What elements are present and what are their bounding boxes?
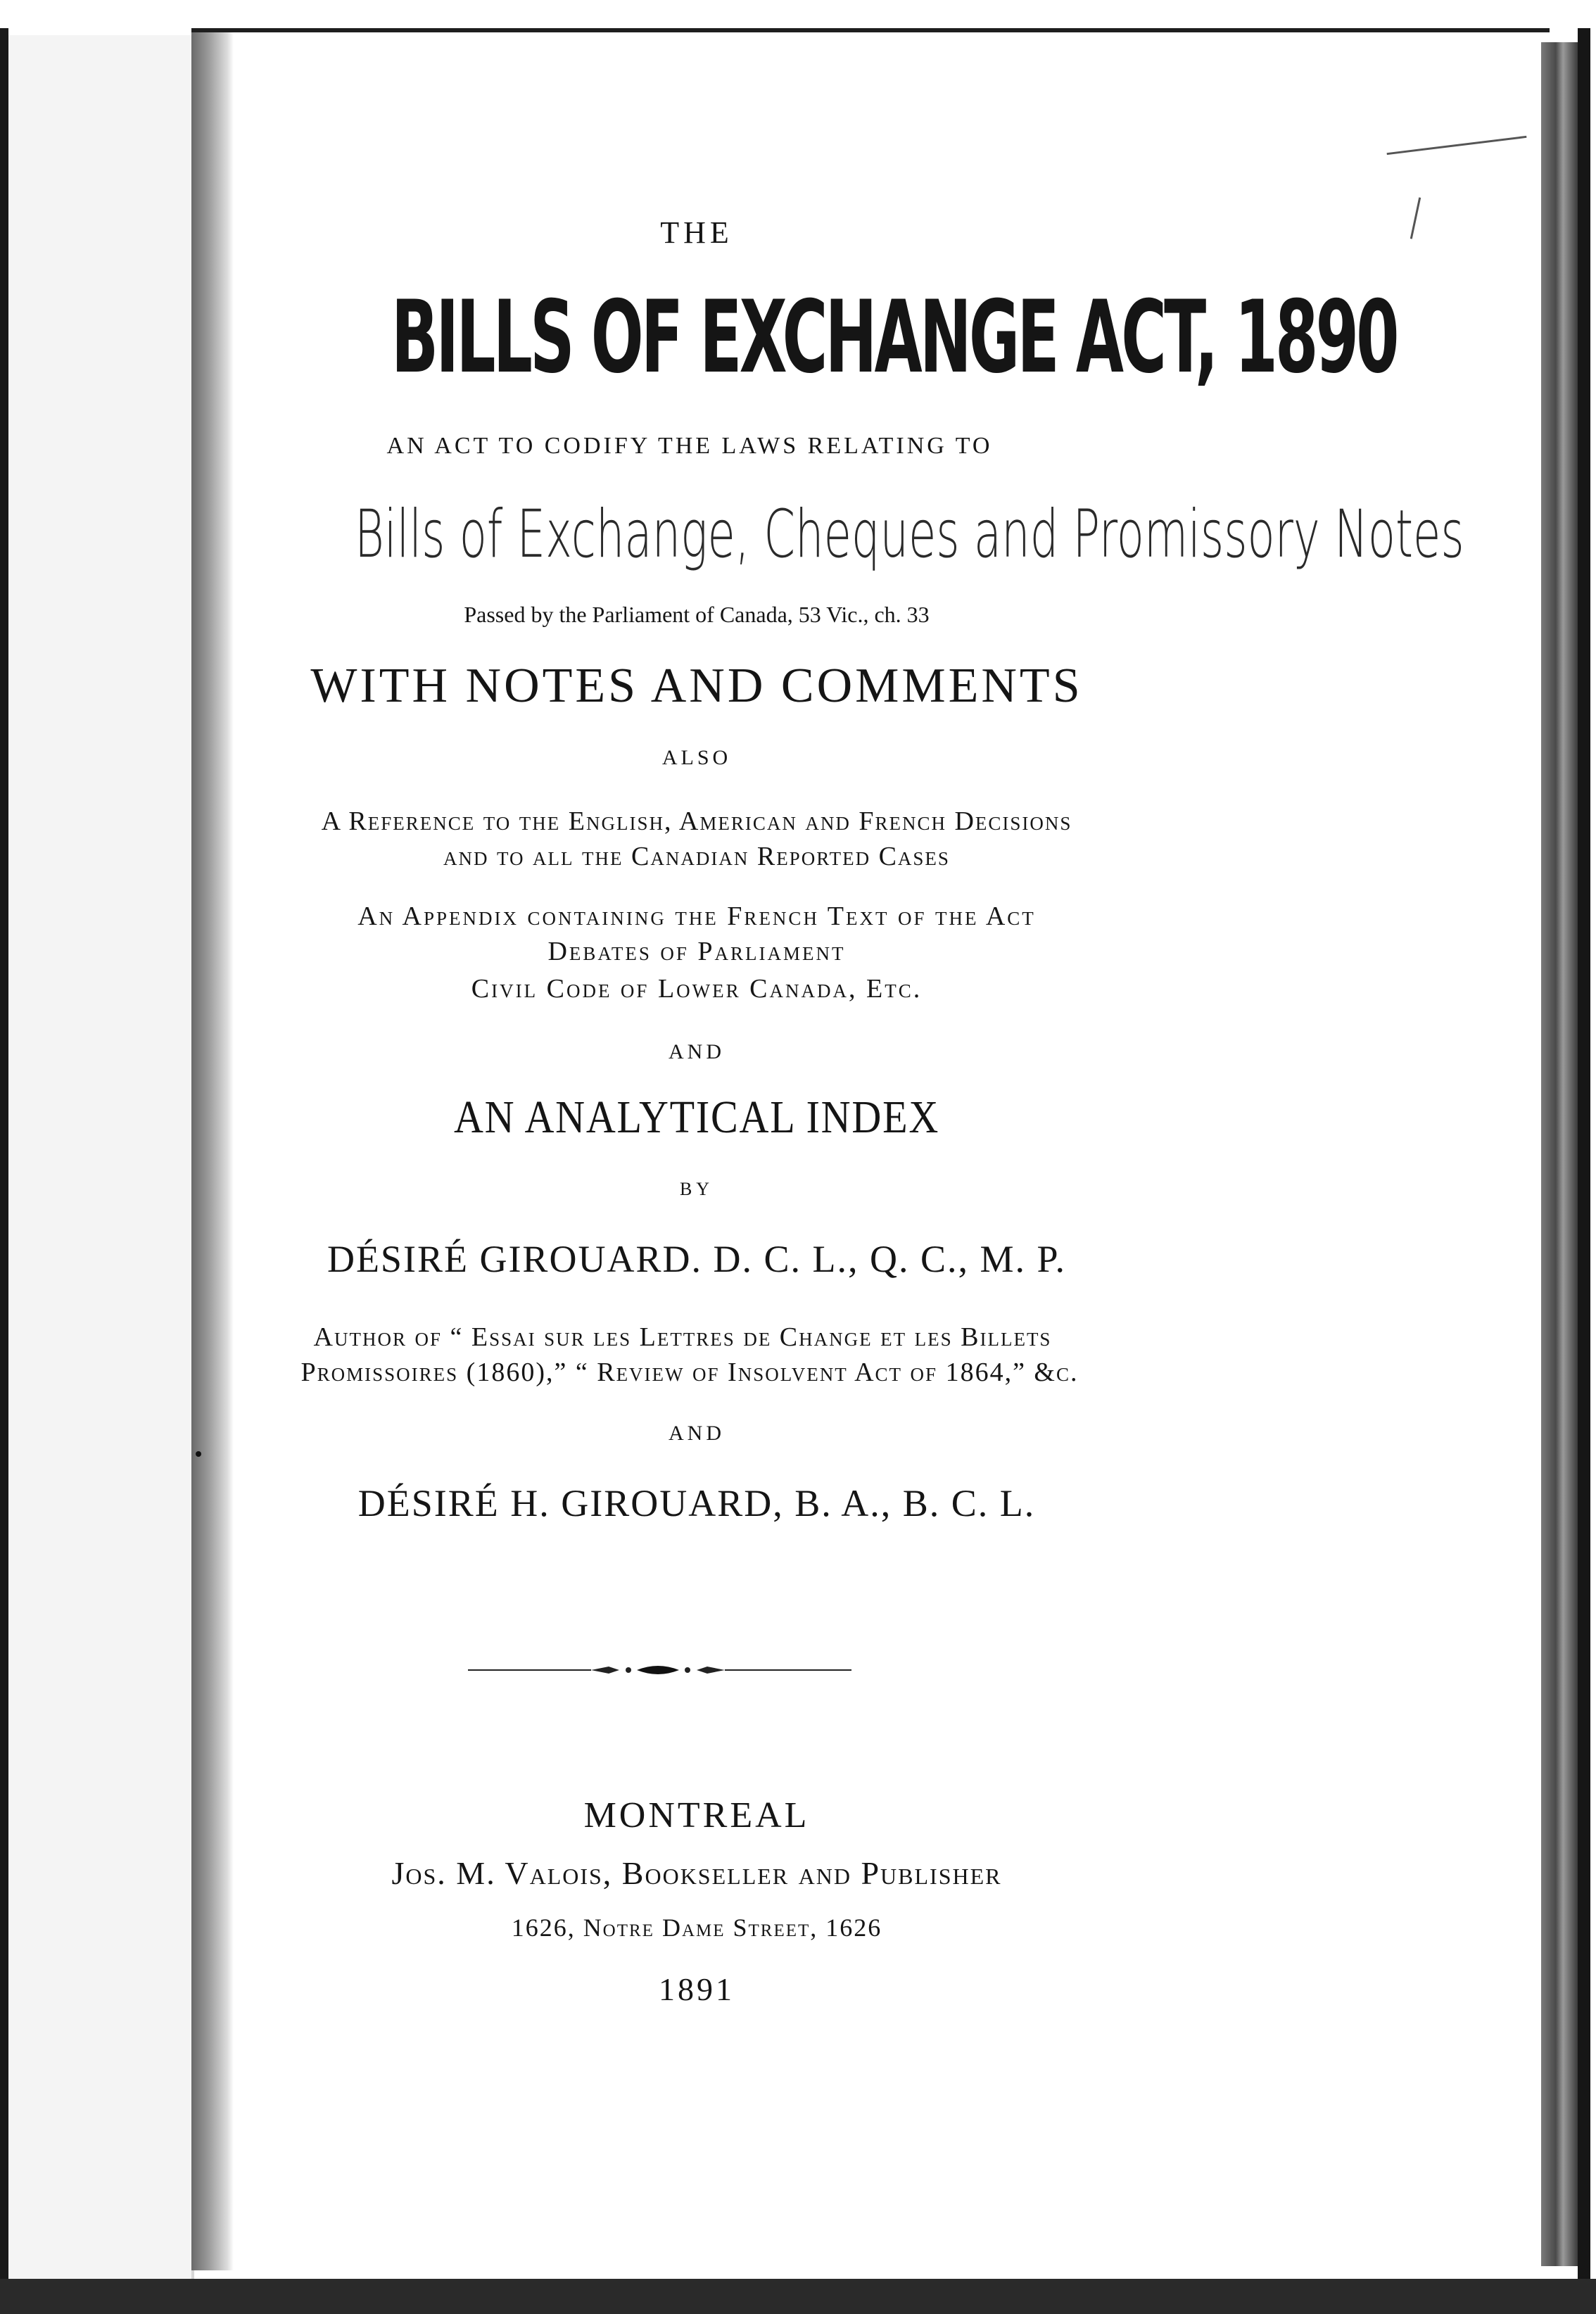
main-title: BILLS OF EXCHANGE ACT, 1890 [391, 279, 1397, 396]
imprint-address: 1626, Notre Dame Street, 1626 [511, 1914, 882, 1942]
speck [196, 1451, 201, 1457]
subtitle-line-2: Bills of Exchange, Cheques and Promissory Notes [355, 496, 1464, 573]
scan-right-border [1578, 28, 1590, 2301]
appendix-line-3: Civil Code of Lower Canada, Etc. [471, 974, 923, 1004]
reference-line-1: A Reference to the English, American and French Decisions [321, 807, 1072, 836]
scan-left-margin [0, 35, 194, 2279]
author-1: DÉSIRÉ GIROUARD. D. C. L., Q. C., M. P. [327, 1238, 1067, 1280]
index-heading: AN ANALYTICAL INDEX [453, 1092, 940, 1143]
scan-bottom-border [0, 2279, 1596, 2314]
scan-left-border [0, 28, 8, 2294]
page-edges [1541, 42, 1578, 2266]
reference-line-2: and to all the Canadian Reported Cases [443, 842, 950, 871]
author-2: DÉSIRÉ H. GIROUARD, B. A., B. C. L. [357, 1482, 1036, 1524]
scan-top-border [191, 28, 1550, 32]
also-label: ALSO [661, 746, 732, 769]
notes-heading: WITH NOTES AND COMMENTS [310, 659, 1083, 713]
author-bio-line-1: Author of “ Essai sur les Lettres de Change et les Billets [313, 1322, 1052, 1352]
and-label-1: AND [669, 1040, 725, 1063]
appendix-line-1: An Appendix containing the French Text of the Act [357, 902, 1036, 931]
by-label: BY [679, 1179, 714, 1199]
appendix-line-2: Debates of Parliament [547, 937, 846, 966]
and-label-2: AND [669, 1422, 725, 1445]
imprint-publisher: Jos. M. Valois, Bookseller and Publisher [391, 1855, 1002, 1891]
subtitle-line-1: AN ACT TO CODIFY THE LAWS RELATING TO [386, 433, 993, 459]
author-bio-line-2: Promissoires (1860),” “ Review of Insolvent Act of 1864,” &c. [300, 1358, 1079, 1387]
imprint-city: MONTREAL [583, 1795, 810, 1835]
passed-by-line: Passed by the Parliament of Canada, 53 Vic., ch. 33 [464, 602, 930, 627]
ornamental-rule [468, 1659, 851, 1681]
title-prefix: THE [660, 215, 733, 250]
imprint-year: 1891 [659, 1971, 735, 2007]
